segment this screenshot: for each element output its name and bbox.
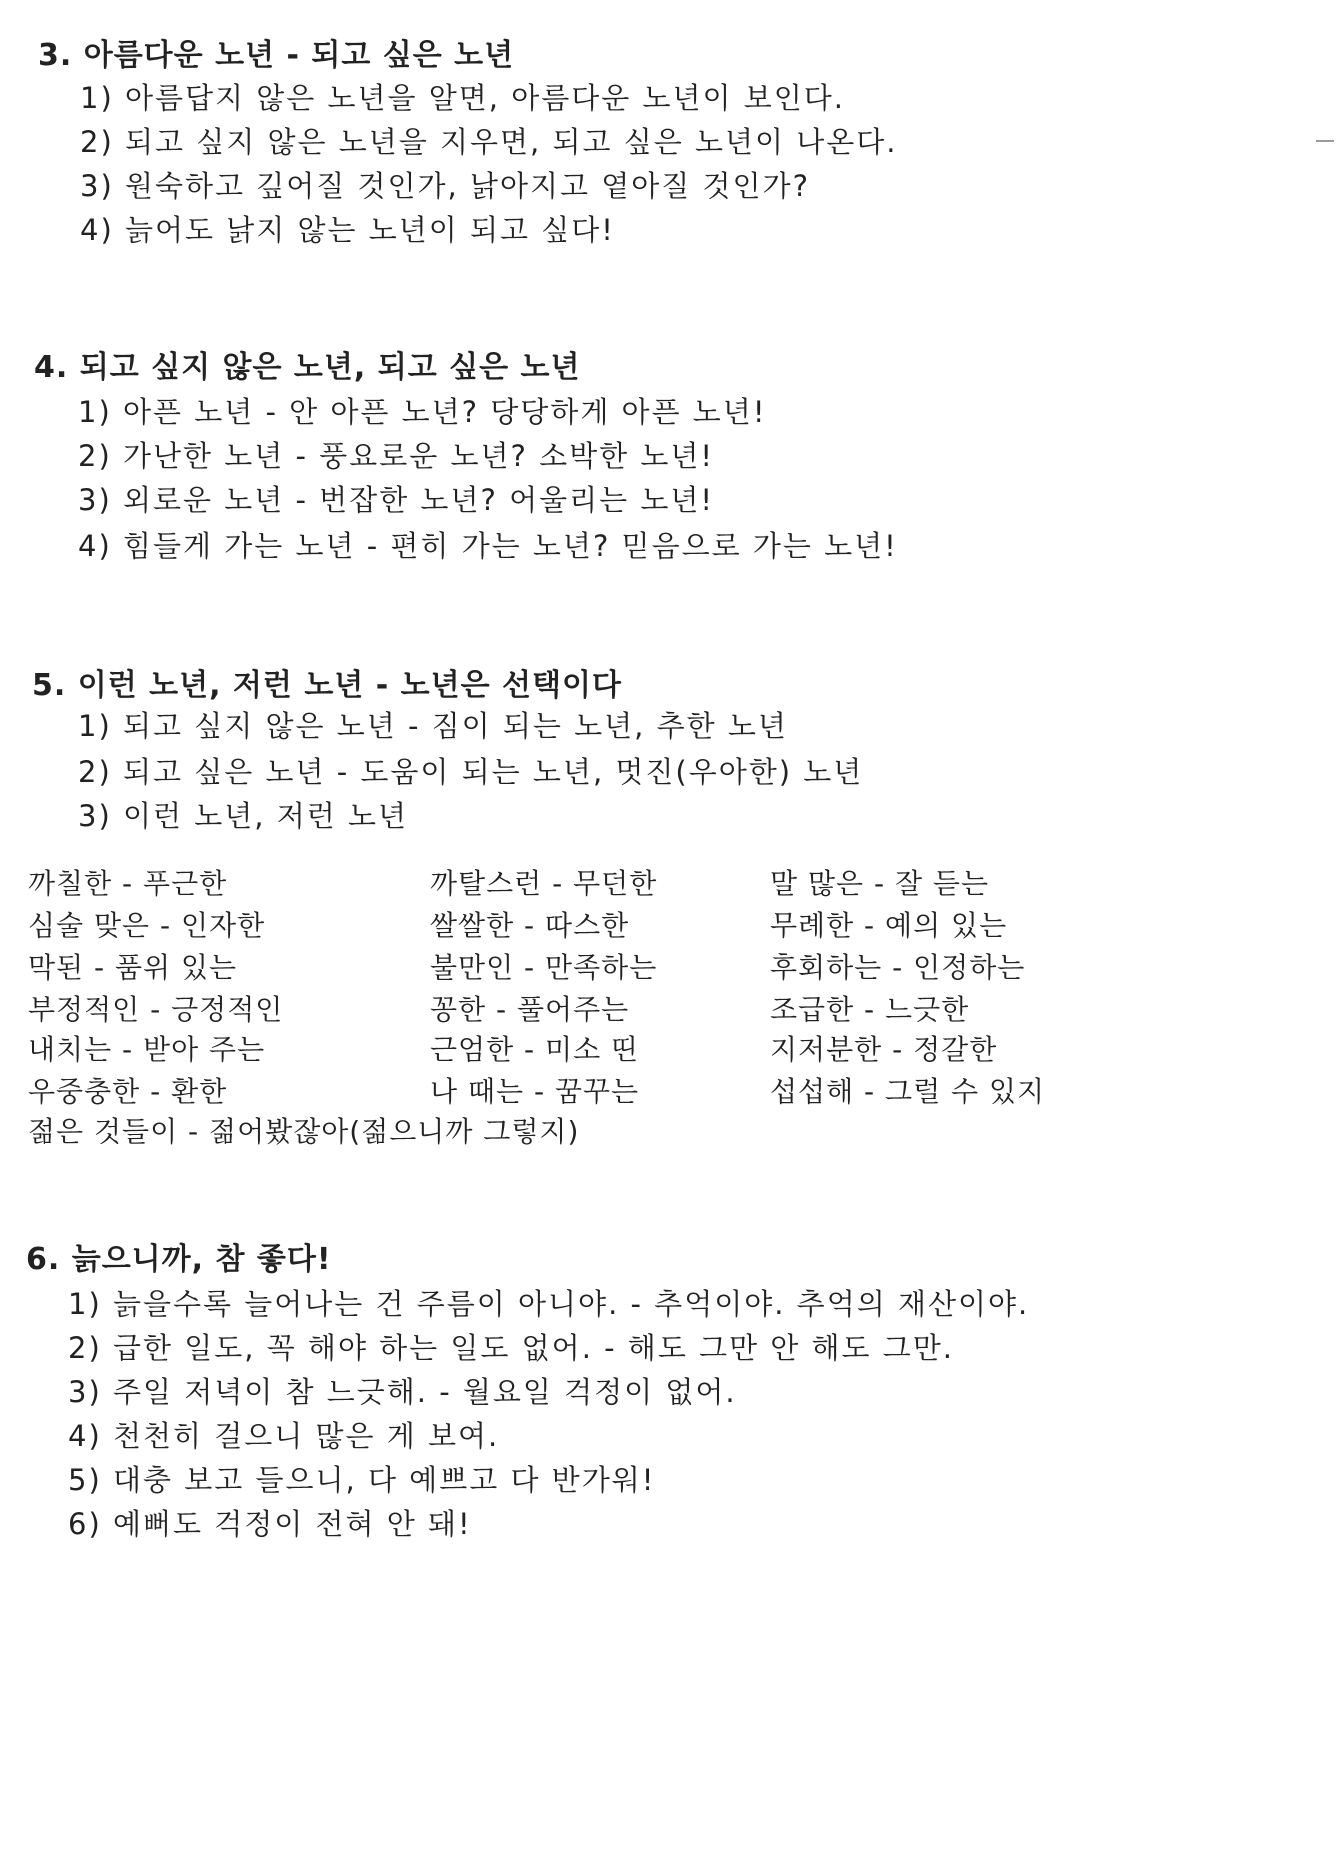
section-4-item-2: 2) 가난한 노년 - 풍요로운 노년? 소박한 노년! <box>78 439 714 473</box>
pair-1-1: 까칠한 - 푸근한 <box>28 867 228 900</box>
pair-4-1: 부정적인 - 긍정적인 <box>28 993 284 1026</box>
section-6-title: 6. 늙으니까, 참 좋다! <box>26 1242 332 1277</box>
section-5-item-3: 3) 이런 노년, 저런 노년 <box>78 799 408 833</box>
section-6-item-4: 4) 천천히 걸으니 많은 게 보여. <box>68 1419 500 1453</box>
pair-4-3: 조급한 - 느긋한 <box>770 993 970 1026</box>
pair-3-2: 불만인 - 만족하는 <box>430 951 658 984</box>
pair-5-3: 지저분한 - 정갈한 <box>770 1033 998 1066</box>
pair-2-1: 심술 맞은 - 인자한 <box>28 909 266 942</box>
section-4-title: 4. 되고 싶지 않은 노년, 되고 싶은 노년 <box>34 350 581 385</box>
section-4-item-1: 1) 아픈 노년 - 안 아픈 노년? 당당하게 아픈 노년! <box>78 395 767 429</box>
section-4-item-3: 3) 외로운 노년 - 번잡한 노년? 어울리는 노년! <box>78 483 714 517</box>
pair-3-3: 후회하는 - 인정하는 <box>770 951 1026 984</box>
section-6-item-1: 1) 늙을수록 늘어나는 건 주름이 아니야. - 추억이야. 추억의 재산이야. <box>68 1287 1030 1321</box>
pair-3-1: 막된 - 품위 있는 <box>28 951 238 984</box>
margin-dash-mark <box>1316 140 1334 142</box>
pair-1-2: 까탈스런 - 무던한 <box>430 867 658 900</box>
pair-5-2: 근엄한 - 미소 띤 <box>430 1033 640 1066</box>
pair-6-3: 섭섭해 - 그럴 수 있지 <box>770 1075 1046 1108</box>
section-5-title: 5. 이런 노년, 저런 노년 - 노년은 선택이다 <box>32 668 622 703</box>
section-6-item-5: 5) 대충 보고 들으니, 다 예쁘고 다 반가워! <box>68 1463 656 1497</box>
section-6-item-6: 6) 예뻐도 걱정이 전혀 안 돼! <box>68 1507 472 1541</box>
pair-6-2: 나 때는 - 꿈꾸는 <box>430 1075 640 1108</box>
section-6-item-2: 2) 급한 일도, 꼭 해야 하는 일도 없어. - 해도 그만 안 해도 그만. <box>68 1331 955 1365</box>
section-3-title: 3. 아름다운 노년 - 되고 싶은 노년 <box>38 38 515 73</box>
section-5-item-1: 1) 되고 싶지 않은 노년 - 짐이 되는 노년, 추한 노년 <box>78 709 788 743</box>
pair-2-3: 무례한 - 예의 있는 <box>770 909 1008 942</box>
pair-6-1: 우중충한 - 환한 <box>28 1075 228 1108</box>
pair-4-2: 꽁한 - 풀어주는 <box>430 993 630 1026</box>
pair-1-3: 말 많은 - 잘 듣는 <box>770 867 989 900</box>
section-5-item-2: 2) 되고 싶은 노년 - 도움이 되는 노년, 멋진(우아한) 노년 <box>78 755 864 789</box>
section-3-item-3: 3) 원숙하고 깊어질 것인가, 낡아지고 옅아질 것인가? <box>80 169 810 203</box>
section-6-item-3: 3) 주일 저녁이 참 느긋해. - 월요일 걱정이 없어. <box>68 1375 737 1409</box>
pair-5-1: 내치는 - 받아 주는 <box>28 1033 266 1066</box>
pair-2-2: 쌀쌀한 - 따스한 <box>430 909 630 942</box>
section-3-item-1: 1) 아름답지 않은 노년을 알면, 아름다운 노년이 보인다. <box>80 81 846 115</box>
section-4-item-4: 4) 힘들게 가는 노년 - 편히 가는 노년? 믿음으로 가는 노년! <box>78 529 898 563</box>
section-3-item-2: 2) 되고 싶지 않은 노년을 지우면, 되고 싶은 노년이 나온다. <box>80 125 898 159</box>
section-3-item-4: 4) 늙어도 낡지 않는 노년이 되고 싶다! <box>80 213 615 247</box>
pair-last: 젊은 것들이 - 젊어봤잖아(젊으니까 그렇지) <box>28 1115 580 1148</box>
